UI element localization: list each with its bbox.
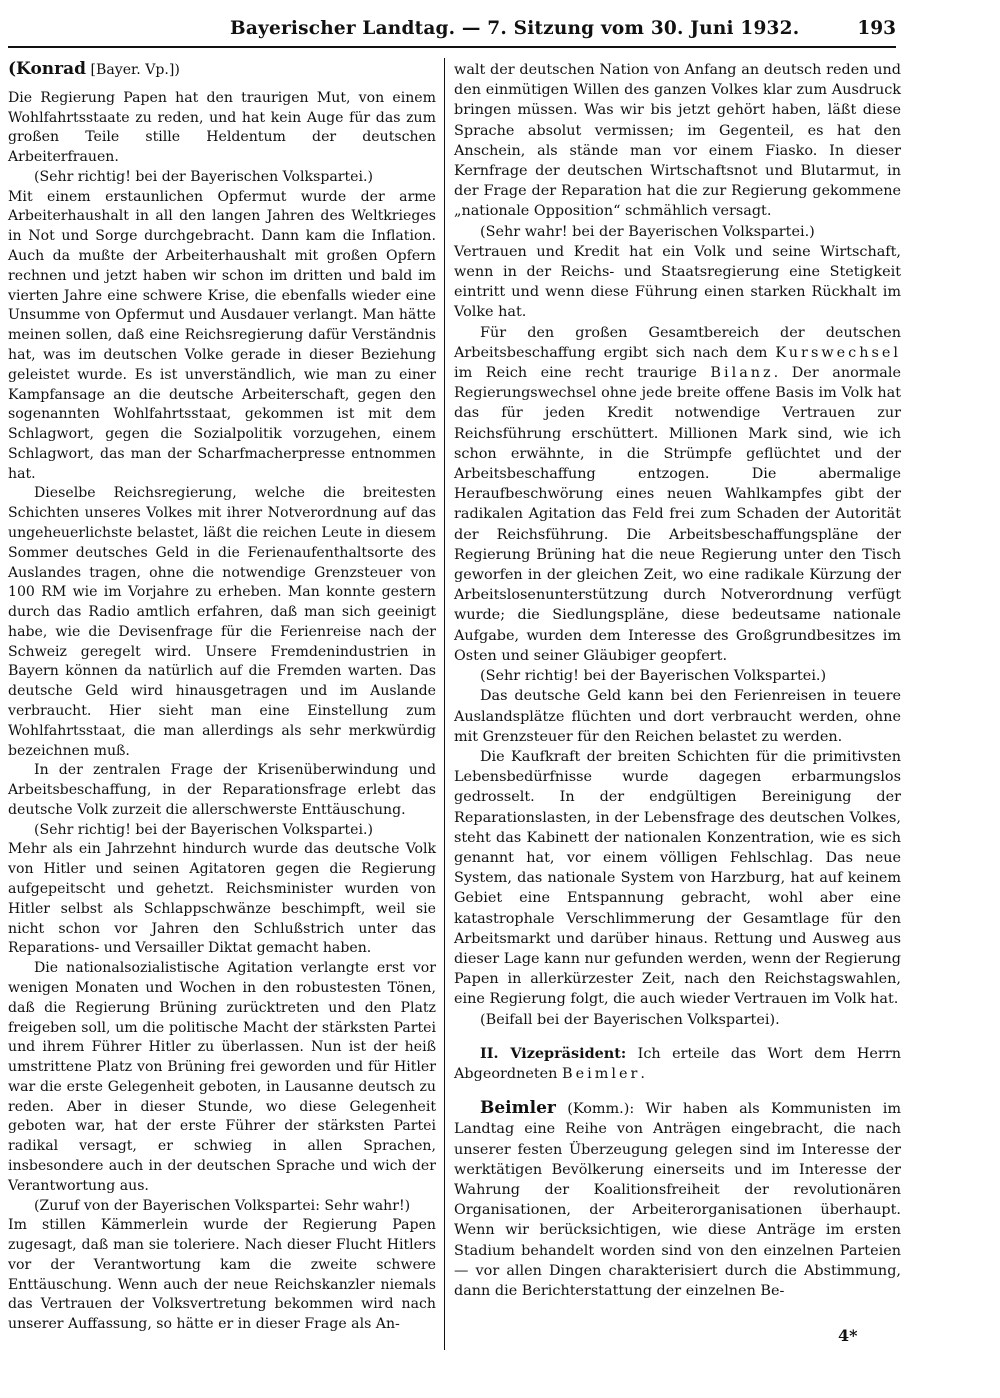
text-run: . Der anormale Regierungswechsel ohne jede breite offene Basis im Volk hat das für jeden Kredit notwendige Vertrauen zur Reichsführung erschüttert. Millionen Mark sind, wie ich schon erwähnte, in die Strümpfe geflüchtet und der Arbeitsbeschaffung entzogen. Die abermalige Heraufbeschwörung eines neuen Wahlkampfes gibt der radikalen Agitation das Feld frei zum Schaden der Autorität der Reichsführung. Die Arbeitsbeschaffungspläne der Regierung Brüning hat die neue Regierung unter den Tisch geworfen in der gleichen Zeit, wo eine radikale Kürzung der Arbeitslosenunterstützung durch Notverordnung verfügt wurde; die Siedlungspläne, diese bedeutsame nationale Aufgabe, wurden dem Interesse des Großgrundbesitzes im Osten und seiner Gläubiger geopfert. — [454, 365, 901, 664]
paragraph: Die Kaufkraft der breiten Schichten für die primitivsten Lebensbedürfnisse wurde dagegen erbarmungslos gedrosselt. In der endgültigen Bereinigung der Reparationslasten, in der Lebensfrage des deutschen Volkes, steht das Kabinett der nationalen Konzentration, wie es sich genannt hat, vor einem völligen Fehlschlag. Das neue System, das nationale System von Harzburg, hat auf keinem Gebiet eine Entspannung gebracht, wohl aber eine katastrophale Verschlimmerung der Gesamtlage für den Arbeitsmarkt und darüber hinaus. Rettung und Ausweg aus dieser Lage kann nur gefunden werden, wenn der Regierung Papen in allerkürzester Zeit, nach den Reichstagswahlen, eine Regierung folgt, die auch wieder Vertrauen im Volk hat. — [454, 748, 901, 1008]
right-column — [454, 60, 901, 1301]
text-run: . — [640, 1065, 645, 1082]
spacer — [454, 1084, 901, 1098]
text-run: (Komm.): Wir haben als Kommunisten im Landtag eine Reihe von Anträgen eingebracht, die nach unserer festen Überzeugung gelegen sind im Interesse der werktätigen Bevölkerung einerseits und im Interesse der Wahrung der Koalitionsfreiheit der revolutionären Organisationen, der Arbeiterorganisationen überhaupt. Wenn wir berücksichtigen, wie diese Anträge im ersten Stadium behandelt worden sind von den einzelnen Parteien — vor allen Dingen charakterisiert durch die Abstimmung, dann die Berichterstattung der einzelnen Be- — [454, 1101, 901, 1299]
speaker-heading — [8, 60, 436, 81]
interjection: (Sehr wahr! bei der Bayerischen Volkspartei.) — [480, 223, 815, 240]
text-run: Ich erteile das Wort dem Herrn Abgeordneten — [454, 1045, 901, 1082]
paragraph — [454, 323, 901, 666]
page-number: 193 — [857, 18, 896, 39]
interjection: (Zuruf von der Bayerischen Volkspartei: Sehr wahr!) — [34, 1197, 411, 1214]
interjection: (Sehr richtig! bei der Bayerischen Volkspartei.) — [480, 668, 827, 685]
emphasis-spaced: Beimler — [562, 1065, 641, 1082]
speaker-name: II. Vizepräsident: — [480, 1044, 627, 1062]
running-head — [0, 0, 1000, 48]
paragraph: Mehr als ein Jahrzehnt hindurch wurde das deutsche Volk von Hitler und seinen Agitatoren gegen die Regierung aufgepeitscht und gehetzt. Reichsminister wurden von Hitler selbst als Schlappschwänze beschimpft, weil sie nicht schon vor Jahren den Schlußstrich unter das Reparations- und Versailler Diktat gemacht haben. — [8, 841, 436, 957]
paragraph: Vertrauen und Kredit hat ein Volk und seine Wirtschaft, wenn in der Reichs- und Staatsregierung eine Stetigkeit eintritt und wenn diese Führung einen starken Rückhalt im Volke hat. — [454, 243, 901, 321]
paragraph: In der zentralen Frage der Krisenüberwindung und Arbeitsbeschaffung, in der Reparationsfrage erlebt das deutsche Volk zurzeit die allerschwerste Enttäuschung. — [8, 762, 436, 818]
emphasis-spaced: Bilanz — [710, 365, 774, 382]
vicepresident-statement — [454, 1044, 901, 1084]
interjection: (Sehr richtig! bei der Bayerischen Volkspartei.) — [34, 168, 373, 185]
paragraph: Im stillen Kämmerlein wurde der Regierung Papen zugesagt, daß man sie toleriere. Nach dieser Flucht Hitlers vor der Verantwortung kam die zweite schwere Enttäuschung. Wenn auch der neue Reichskanzler niemals das Vertrauen der Volksvertretung bekommen wird nach unserer Auffassung, so hätte er in dieser Frage als An- — [8, 1217, 436, 1333]
spacer — [454, 1030, 901, 1044]
paragraph: Das deutsche Geld kann bei den Ferienreisen in teuere Auslandsplätze flüchten und dort verbraucht werden, ohne mit Grenzsteuer für den Reichen belastet zu werden. — [454, 688, 901, 745]
speaker-name: (Konrad — [8, 59, 87, 79]
speaker-name: Beimler — [480, 1098, 556, 1119]
paragraph: Die nationalsozialistische Agitation verlangte erst vor wenigen Monaten und Wochen in den robustesten Tönen, daß die Regierung Brüning zurücktreten und den Platz freigeben soll, um die politische Macht der stärksten Partei und ihrem Führer Hitler zu überlassen. Nun ist der heiß umstrittene Platz von Brüning frei geworden und für Hitler war die erste Gelegenheit geboten, in Lausanne deutsch zu reden. Aber in dieser Stunde, wo diese Gelegenheit geboten war, hat der erste Führer der stärksten Partei radikal versagt, er schwieg in allen Sprachen, insbesondere auch in der deutschen Sprache und wich der Verantwortung aus. — [8, 960, 436, 1194]
text-run: im Reich eine recht traurige — [454, 365, 711, 382]
page-header-title: Bayerischer Landtag. — 7. Sitzung vom 30. Juni 1932. — [230, 18, 800, 39]
left-column — [8, 60, 436, 1335]
paragraph: Mit einem erstaunlichen Opfermut wurde der arme Arbeiterhaushalt in all den langen Jahren des Weltkrieges in Not und Sorge durchgebracht. Dann kam die Inflation. Auch da mußte der Arbeiterhaushalt mit großen Opfern rechnen und jetzt haben wir schon im dritten und bald im vierten Jahre eine schwere Krise, die ebenfalls wieder eine Unsumme von Opfermut und Ausdauer verlangt. Man hätte meinen sollen, daß eine Reichsregierung dafür Verständnis hat, was im deutschen Volke gerade in dieser Beziehung geleistet wurde. Es ist unverständlich, wie man zu einer Kampfansage an die deutsche Arbeiterschaft, gegen den sogenannten Wohlfahrtsstaat, gekommen ist mit dem Schlagwort, gegen die Sozialpolitik vorzugehen, einem Schlagwort, das man der Scharfmacherpresse entnommen hat. — [8, 188, 436, 482]
interjection: (Sehr richtig! bei der Bayerischen Volkspartei.) — [34, 821, 373, 838]
header-rule — [8, 46, 896, 48]
speaker-party: [Bayer. Vp.]) — [86, 62, 180, 78]
interjection: (Beifall bei der Bayerischen Volkspartei). — [480, 1011, 780, 1028]
column-divider — [444, 58, 445, 1350]
emphasis-spaced: Kurswechsel — [775, 344, 901, 361]
paragraph: Dieselbe Reichsregierung, welche die breitesten Schichten unseres Volkes mit ihrer Notverordnung auf das ungeheuerlichste belastet, läßt die reichen Leute in diesem Sommer deutsches Geld in die Ferienaufenthaltsorte des Auslandes tragen, ohne die notwendige Grenzsteuer von 100 RM wie im Vorjahre zu erheben. Man konnte gestern durch das Radio amtlich erfahren, daß man sich geeinigt habe, wie die Devisenfrage für die Ferienreise nach der Schweiz geregelt wird. Unsere Fremdenindustrien in Bayern können da natürlich auf die Fremden warten. Das deutsche Geld wird hinausgetragen und im Auslande verbraucht. Hier sieht man eine Einstellung zum Wohlfahrtsstaat, die man allerdings als sehr merkwürdig bezeichnen muß. — [8, 485, 436, 759]
speech-beimler — [454, 1098, 901, 1301]
signature-mark: 4* — [838, 1326, 858, 1345]
paragraph: Die Regierung Papen hat den traurigen Mut, von einem Wohlfahrtsstaate zu reden, und hat kein Auge für das zum großen Teile stille Heldentum der deutschen Arbeiterfrauen. — [8, 89, 436, 166]
paragraph: walt der deutschen Nation von Anfang an deutsch reden und den einmütigen Willen des ganzen Volkes klar zum Ausdruck bringen müssen. Was wir bis jetzt gehört haben, läßt diese Sprache absolut vermissen; im Gegenteil, es hat den Anschein, als stände man vor einem Fiasko. In dieser Kernfrage der deutschen Wirtschaftsnot und Blutarmut, in der Frage der Reparation hat die zur Regierung gekommene „nationale Opposition“ schmählich versagt. — [454, 62, 901, 220]
text-run: Für den großen Gesamtbereich der deutschen Arbeitsbeschaffung ergibt sich nach dem — [454, 324, 901, 361]
